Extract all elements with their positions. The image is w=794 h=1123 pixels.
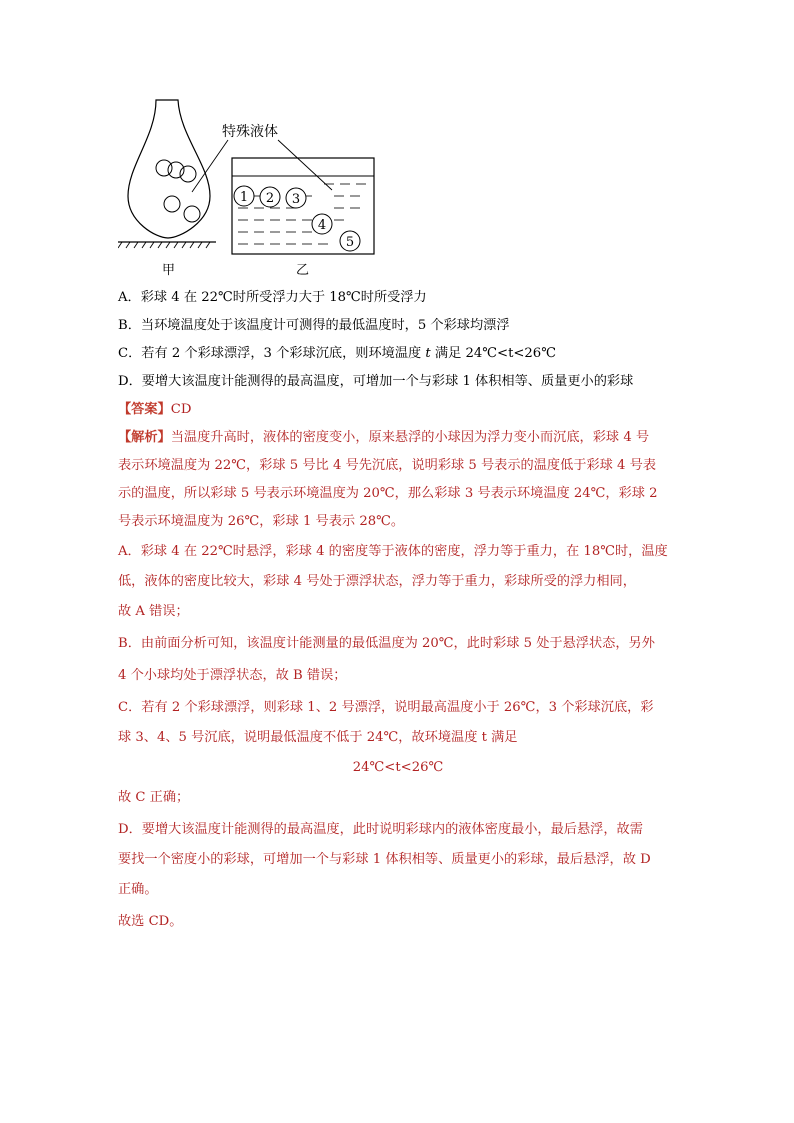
jia-label: 甲 (162, 263, 176, 278)
option-c (118, 340, 678, 368)
analysis-line-2: 表示环境温度为 22℃，彩球 5 号比 4 号先沉底，说明彩球 5 号表示的温度低于彩球 4 号表 (118, 458, 657, 473)
physics-figure (118, 96, 378, 278)
answer-value: CD (170, 402, 192, 417)
analysis-text-1: 当温度升高时，液体的密度变小，原来悬浮的小球因为浮力变小而沉底，彩球 4 号 (170, 430, 650, 445)
analysis-line-3: 示的温度，所以彩球 5 号表示环境温度为 20℃，那么彩球 3 号表示环境温度 24℃，彩球 2 (118, 486, 658, 501)
analysis-c-line-3: 故 C 正确； (118, 790, 190, 805)
leader-line-tank (278, 140, 332, 190)
ball-3-number: 3 (291, 192, 301, 207)
answer-line (118, 396, 678, 424)
option-b: B．当环境温度处于该温度计可测得的最低温度时，5 个彩球均漂浮 (118, 318, 510, 333)
flask-outline (128, 100, 210, 238)
analysis-conclusion: 故选 CD。 (118, 914, 183, 929)
analysis-a-line-1: A．彩球 4 在 22℃时悬浮，彩球 4 的密度等于液体的密度，浮力等于重力，在 18℃时，温度 (118, 544, 668, 559)
analysis-d-line-2: 要找一个密度小的彩球，可增加一个与彩球 1 体积相等、质量更小的彩球，最后悬浮，故 D (118, 852, 651, 867)
flask-ball (156, 160, 172, 176)
leader-line-flask (192, 140, 228, 192)
ball-4-number: 4 (317, 218, 327, 233)
flask-ball (164, 196, 180, 212)
analysis-a-line-2: 低，液体的密度比较大，彩球 4 号处于漂浮状态，浮力等于重力，彩球所受的浮力相同， (118, 574, 636, 589)
analysis-b-line-1: B．由前面分析可知，该温度计能测量的最低温度为 20℃，此时彩球 5 处于悬浮状态，另外 (118, 636, 655, 651)
option-a: A．彩球 4 在 22℃时所受浮力大于 18℃时所受浮力 (118, 290, 427, 305)
analysis-b-line-2: 4 个小球均处于漂浮状态，故 B 错误； (118, 668, 347, 683)
option-c-suffix: 满足 24℃<t<26℃ (434, 346, 556, 361)
analysis-c-line-2: 球 3、4、5 号沉底，说明最低温度不低于 24℃，故环境温度 t 满足 (118, 730, 518, 745)
flask-ball (184, 206, 200, 222)
ball-1-number: 1 (239, 190, 249, 205)
answer-tag: 【答案】 (118, 402, 171, 417)
analysis-tag: 【解析】 (118, 430, 171, 445)
ground-hatch (118, 242, 210, 248)
special-liquid-label: 特殊液体 (222, 124, 278, 140)
ball-5-number: 5 (345, 235, 355, 250)
analysis-c-line-1: C．若有 2 个彩球漂浮，则彩球 1、2 号漂浮，说明最高温度小于 26℃，3 个彩球沉底，彩 (118, 700, 654, 715)
thermometer-diagram (118, 96, 378, 278)
analysis-c-formula: 24℃<t<26℃ (352, 760, 444, 775)
analysis-a-line-3: 故 A 错误； (118, 604, 189, 619)
analysis-d-line-1: D．要增大该温度计能测得的最高温度，此时说明彩球内的液体密度最小，最后悬浮，故需 (118, 822, 643, 837)
analysis-line-4: 号表示环境温度为 26℃，彩球 1 号表示 28℃。 (118, 514, 405, 529)
option-c-variable: t (425, 346, 431, 361)
option-d: D．要增大该温度计能测得的最高温度，可增加一个与彩球 1 体积相等、质量更小的彩球 (118, 374, 634, 389)
yi-label: 乙 (296, 263, 310, 278)
analysis-line-1 (118, 424, 678, 452)
ball-2-number: 2 (265, 191, 275, 206)
option-c-prefix: C．若有 2 个彩球漂浮，3 个彩球沉底，则环境温度 (118, 346, 422, 361)
analysis-d-line-3: 正确。 (118, 882, 158, 897)
